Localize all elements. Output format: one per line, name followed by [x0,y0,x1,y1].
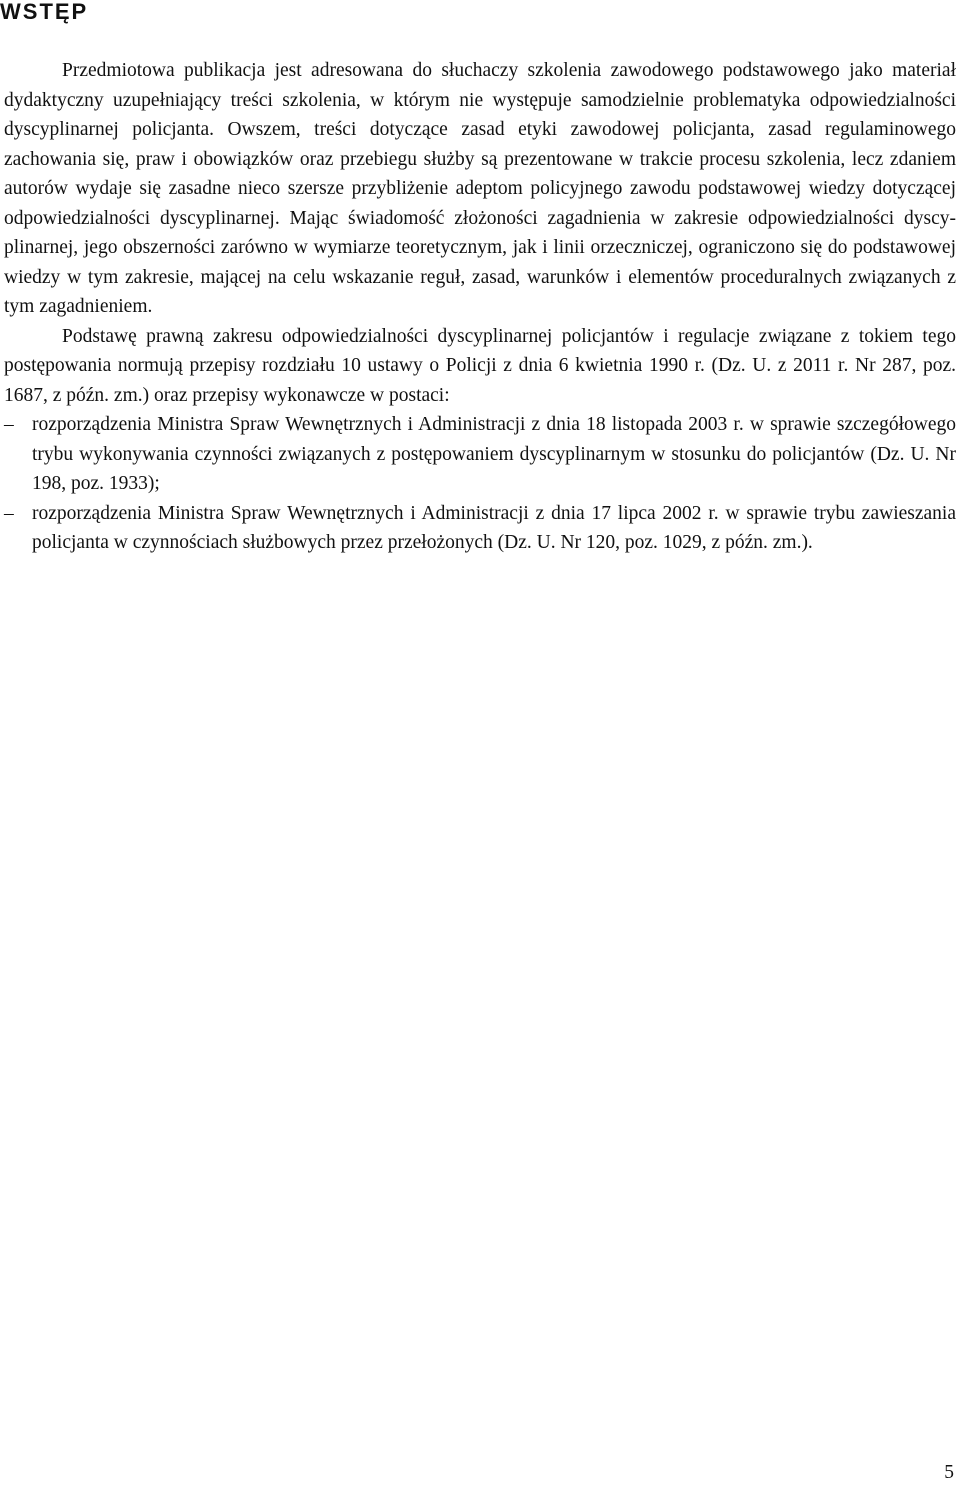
list-item-text: rozporządzenia Ministra Spraw Wewnętrznych i Administracji z dnia 18 listopada 2003 r. w sprawie szczegółowego trybu wykonywania czynności związanych z postępowaniem dyscyplinarnym w stosunku do policjantów (Dz. U. Nr 198, poz. 1933); [32,414,956,494]
document-body [4,56,956,558]
list-item-text: rozporządzenia Ministra Spraw Wewnętrznych i Administracji z dnia 17 lipca 2002 r. w sprawie trybu zawieszania policjanta w czynnościach służbowych przez przełożonych (Dz. U. Nr 120, poz. 1029, z późn. zm.). [32,502,956,553]
dash-marker: – [4,502,14,524]
page-number: 5 [944,1462,954,1483]
legal-basis-paragraph: Podstawę prawną zakresu odpowiedzialności dyscyplinarnej policjantów i regulacje związane z tokiem tego postępowania normują przepisy rozdziału 10 ustawy o Policji z dnia 6 kwietnia 1990 r. (Dz. U. z 2011 r. Nr 287, poz. 1687, z późn. zm.) oraz przepisy wykonawcze w postaci: [4,325,956,406]
page-title: WSTĘP [0,0,89,24]
regulations-list [4,410,956,558]
list-item [4,499,956,558]
intro-paragraph: Przedmiotowa publikacja jest adresowana do słuchaczy szkolenia zawodowego podstawowego jako materiał dydaktyczny uzupełniający treści szkolenia, w którym nie występuje samodzielnie problematyka odpowiedzialności dyscyplinarnej policjanta. Owszem, treści dotyczące zasad etyki zawodowej policjanta, zasad regulaminowego zachowania się, praw i obowiązków oraz przebiegu służby są prezentowane w trakcie procesu szkolenia, lecz zdaniem autorów wydaje się zasadne nieco szersze przybliżenie adeptom policyjnego zawodu podstawowej wiedzy dotyczącej odpowiedzialności dyscyplinarnej. Mając świadomość złożoności zagadnienia w zakresie odpowiedzialności dyscyplinarnej, jego obszerności zarówno w wymiarze teoretycznym, jak i linii orzeczniczej, ograniczono się do podstawowej wiedzy w tym zakresie, mającej na celu wskazanie reguł, zasad, warunków i elementów proceduralnych związanych z tym zagadnieniem. [4,60,956,317]
list-item [4,410,956,499]
dash-marker: – [4,414,14,435]
